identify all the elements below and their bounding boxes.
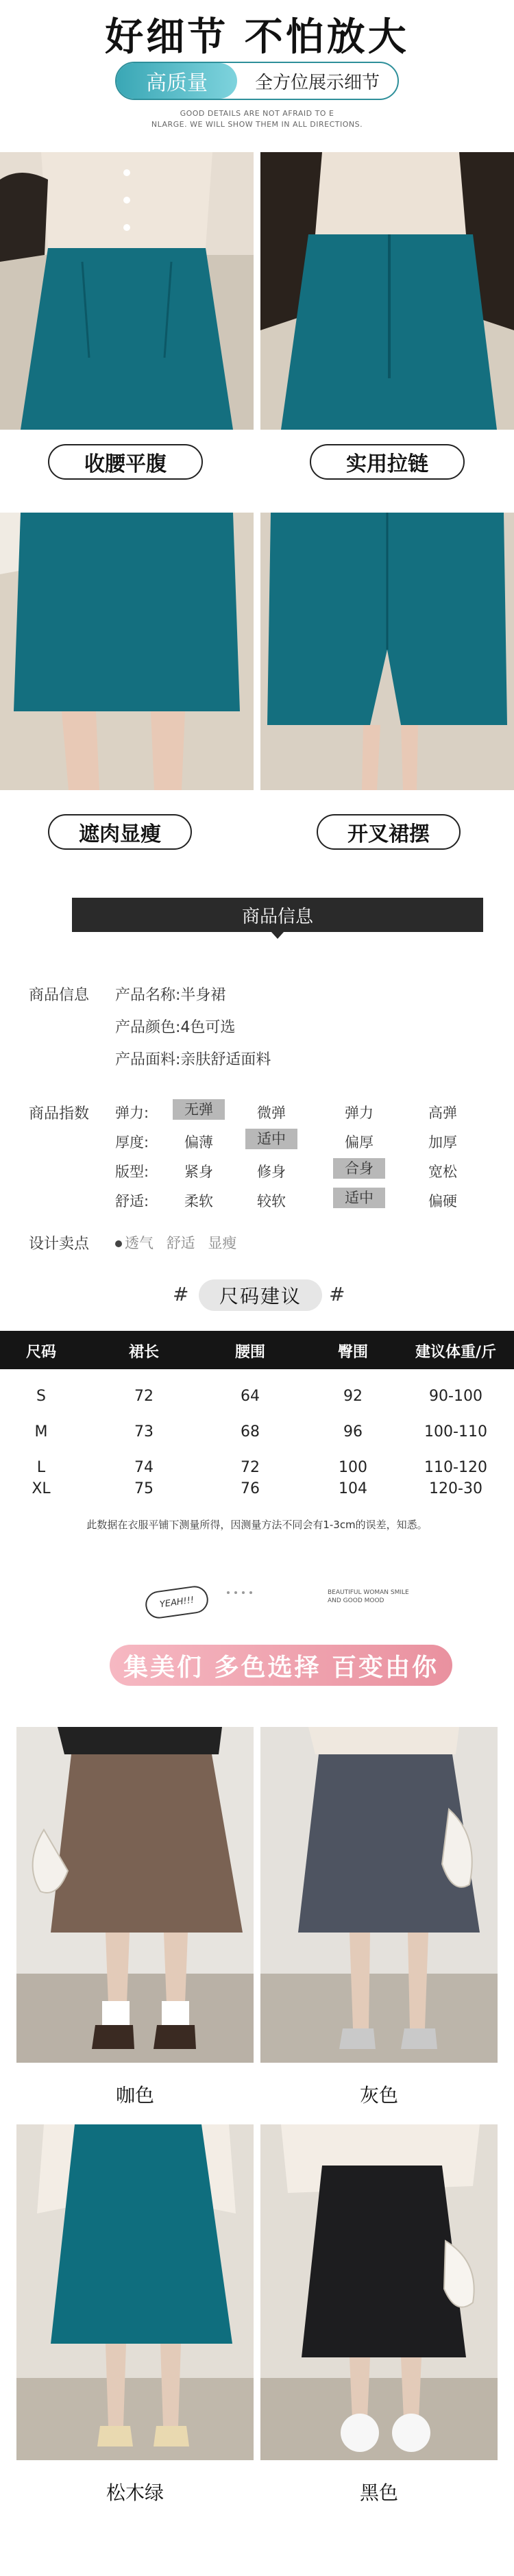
info-product-color: 产品颜色:4色可选 xyxy=(115,1019,236,1036)
size-cell: 100 xyxy=(339,1459,367,1476)
tiny-caption-line2: AND GOOD MOOD xyxy=(328,1597,384,1604)
info-section-title: 商品信息 xyxy=(72,898,483,932)
detail-photo-slit xyxy=(260,513,514,790)
design-points xyxy=(115,1232,236,1253)
index-row-name: 版型: xyxy=(115,1164,149,1180)
size-cell: 72 xyxy=(134,1388,154,1405)
info-index-label: 商品指数 xyxy=(29,1105,90,1123)
index-option: 高弹 xyxy=(428,1105,457,1121)
index-option: 较软 xyxy=(257,1193,286,1210)
size-section-title: 尺码建议 xyxy=(199,1279,322,1311)
size-hash-right: # xyxy=(329,1283,345,1305)
index-option: 偏厚 xyxy=(345,1134,374,1151)
yeah-badge: YEAH!!! xyxy=(144,1584,210,1620)
index-option: 柔软 xyxy=(184,1193,213,1210)
color-photo-gray xyxy=(260,1727,498,2063)
size-header-cell: 臀围 xyxy=(337,1344,368,1361)
color-label-black: 黑色 xyxy=(359,2481,398,2504)
detail-photo-hip xyxy=(0,513,254,790)
index-option: 偏硬 xyxy=(428,1193,457,1210)
detail-label-zipper: 实用拉链 xyxy=(310,444,465,480)
header-subtitle-line2: NLARGE. WE WILL SHOW THEM IN ALL DIRECTIONS. xyxy=(151,120,363,129)
index-row-name: 弹力: xyxy=(115,1105,149,1121)
color-photo-brown xyxy=(16,1727,254,2063)
index-option: 修身 xyxy=(257,1164,286,1180)
info-product-label: 商品信息 xyxy=(29,987,90,1004)
color-photo-black xyxy=(260,2124,498,2460)
size-cell: 76 xyxy=(241,1480,260,1497)
size-cell: 96 xyxy=(343,1423,363,1440)
index-row-name: 舒适: xyxy=(115,1193,149,1210)
size-cell: XL xyxy=(32,1480,51,1497)
quality-pill-text: 全方位展示细节 xyxy=(254,72,380,93)
detail-label-waist: 收腰平腹 xyxy=(48,444,203,480)
size-cell: 90-100 xyxy=(429,1388,482,1405)
size-cell: 75 xyxy=(134,1480,154,1497)
bullet-dot-icon xyxy=(115,1240,122,1247)
deco-dots xyxy=(226,1584,308,1588)
size-cell: 100-110 xyxy=(424,1423,487,1440)
size-header-cell: 腰围 xyxy=(234,1344,265,1361)
size-note: 此数据在衣服平铺下测量所得，因测量方法不同会有1-3cm的误差，知悉。 xyxy=(86,1519,428,1531)
size-header-cell: 尺码 xyxy=(25,1344,56,1361)
size-cell: 73 xyxy=(134,1423,154,1440)
index-option: 偏薄 xyxy=(184,1134,213,1151)
tiny-caption xyxy=(328,1588,409,1605)
size-cell: 110-120 xyxy=(424,1459,487,1476)
detail-photo-zipper xyxy=(260,152,514,430)
quality-pill-label: 高质量 xyxy=(117,63,237,99)
size-cell: 120-30 xyxy=(429,1480,482,1497)
index-option: 适中 xyxy=(333,1188,385,1208)
index-option: 加厚 xyxy=(428,1134,457,1151)
color-label-green: 松木绿 xyxy=(106,2481,164,2504)
size-header-cell: 裙长 xyxy=(128,1344,159,1361)
header-subtitle-line1: GOOD DETAILS ARE NOT AFRAID TO E xyxy=(180,109,334,118)
design-point: 透气 xyxy=(125,1235,154,1251)
index-row-name: 厚度: xyxy=(115,1134,149,1151)
index-option: 微弹 xyxy=(257,1105,286,1121)
size-cell: M xyxy=(34,1423,48,1440)
size-cell: 74 xyxy=(134,1459,154,1476)
index-option: 紧身 xyxy=(184,1164,213,1180)
size-cell: 104 xyxy=(339,1480,367,1497)
info-design-label: 设计卖点 xyxy=(29,1236,90,1253)
size-cell: 72 xyxy=(241,1459,260,1476)
index-option: 宽松 xyxy=(428,1164,457,1180)
info-product-fabric: 产品面料:亲肤舒适面料 xyxy=(115,1051,271,1068)
page-title: 好细节 不怕放大 xyxy=(105,15,409,60)
index-option: 弹力 xyxy=(345,1105,374,1121)
quality-pill xyxy=(115,62,399,100)
design-point: 舒适 xyxy=(166,1235,195,1251)
size-cell: 64 xyxy=(241,1388,260,1405)
size-cell: 92 xyxy=(343,1388,363,1405)
size-header-cell: 建议体重/斤 xyxy=(415,1344,497,1361)
info-title-pointer xyxy=(271,932,284,939)
size-cell: 68 xyxy=(241,1423,260,1440)
index-option: 无弹 xyxy=(173,1099,225,1120)
color-photo-green xyxy=(16,2124,254,2460)
color-label-gray: 灰色 xyxy=(359,2084,398,2107)
detail-label-slit: 开叉裙摆 xyxy=(317,814,461,850)
header-subtitle xyxy=(0,108,514,130)
size-cell: S xyxy=(36,1388,46,1405)
info-product-name: 产品名称:半身裙 xyxy=(115,987,226,1004)
color-banner: 集美们 多色选择 百变由你 xyxy=(110,1645,452,1686)
size-cell: L xyxy=(36,1459,46,1476)
design-point: 显瘦 xyxy=(208,1235,237,1251)
index-option: 合身 xyxy=(333,1158,385,1179)
index-option: 适中 xyxy=(245,1129,297,1149)
detail-label-slim: 遮肉显瘦 xyxy=(48,814,192,850)
detail-photo-waist xyxy=(0,152,254,430)
color-label-brown: 咖色 xyxy=(115,2084,154,2107)
size-hash-left: # xyxy=(173,1283,189,1305)
tiny-caption-line1: BEAUTIFUL WOMAN SMILE xyxy=(328,1589,409,1596)
